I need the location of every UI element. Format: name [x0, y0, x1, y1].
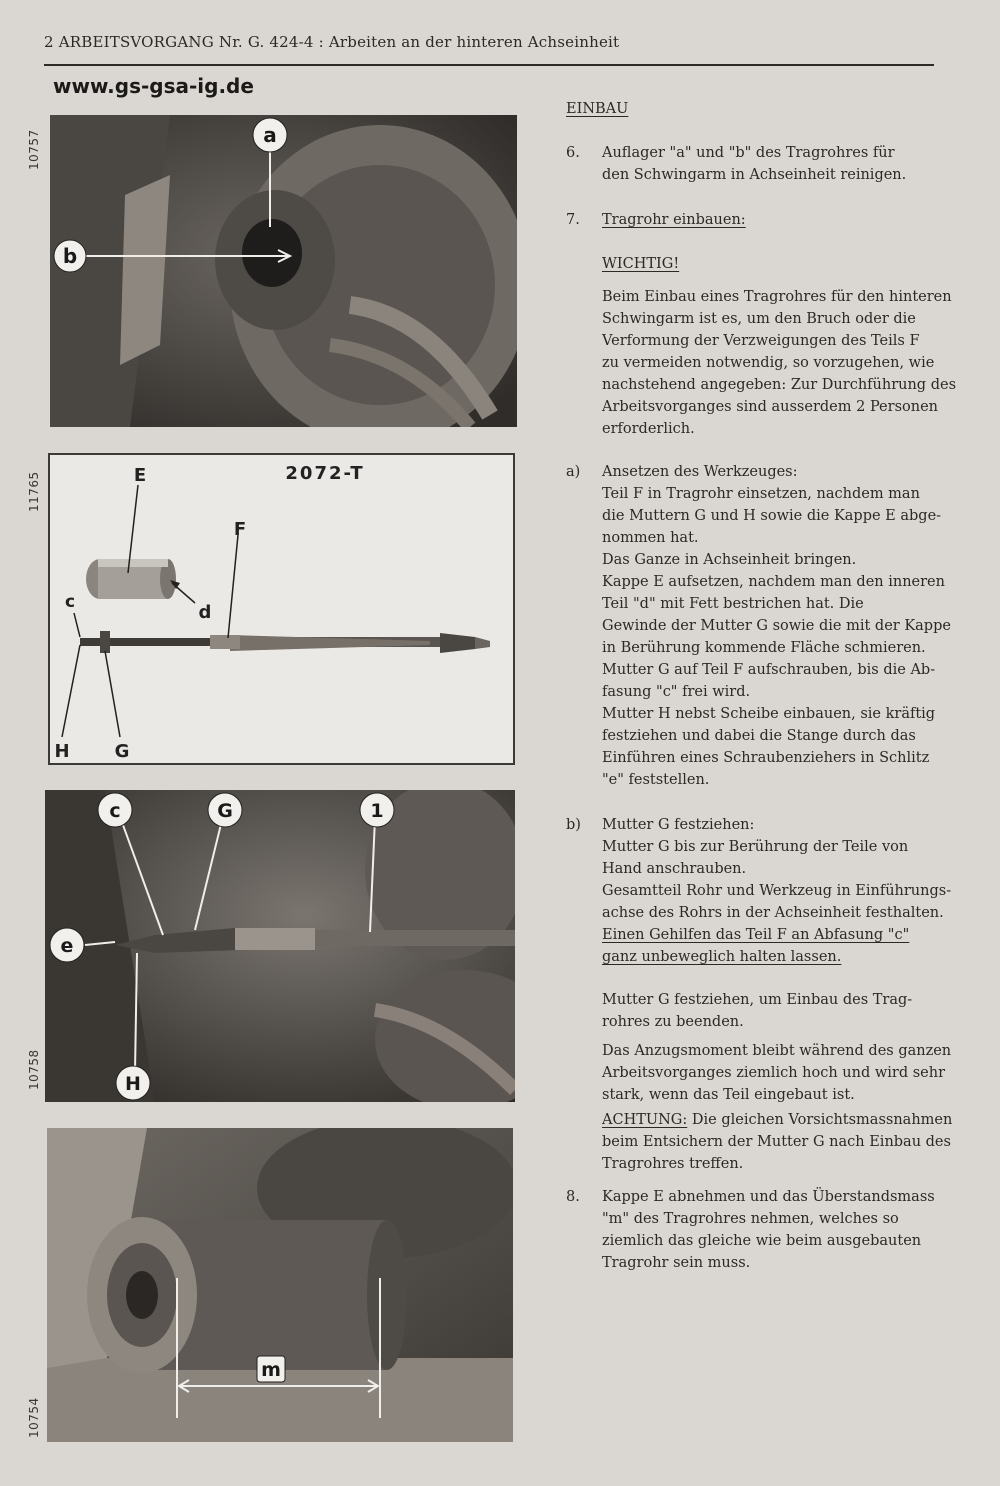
section-heading: EINBAU [566, 101, 629, 117]
label-1: 1 [370, 800, 384, 822]
important-label: WICHTIG! [602, 256, 680, 272]
step-8-text: Kappe E abnehmen und das Überstandsmass "m" des Tragrohres nehmen, welches so ziemlich das gleiche wie beim ausgebauten Tragrohr sein muss. [602, 1189, 935, 1271]
label-e: e [60, 935, 74, 957]
label-F: F [233, 519, 247, 540]
step-7-title: Tragrohr einbauen: [602, 212, 746, 228]
figure-code-2: 11765 [27, 471, 41, 512]
label-G: G [217, 800, 233, 822]
photo-overhang-measurement [47, 1128, 513, 1442]
photo-support-bearings [50, 115, 517, 427]
label-a: a [263, 123, 277, 147]
figure-code-1: 10757 [27, 129, 41, 170]
step-6-text: Auflager "a" und "b" des Tragrohres für den Schwingarm in Achseinheit reinigen. [602, 145, 907, 183]
tool-2072-T-illustration [48, 453, 515, 765]
label-d: d [198, 602, 212, 623]
step-b-para2: Mutter G festziehen, um Einbau des Trag- rohres zu beenden. [602, 992, 913, 1030]
page-header: 2 ARBEITSVORGANG Nr. G. 424-4 : Arbeiten an der hinteren Achseinheit [44, 33, 620, 51]
step-a-text: Ansetzen des Werkzeuges: Teil F in Tragrohr einsetzen, nachdem man die Muttern G und H sowie die Kappe E abge- nommen hat. Das Ganze in Achseinheit bringen. Kappe E aufsetzen, nachdem man den inneren Teil "d" mit Fett bestrichen hat. Die Gewinde der Mutter G sowie die mit der Kappe in Berührung kommende Fläche schmieren. Mutter G auf Teil F aufschrauben, bis die Ab- fasung "c" frei wird. Mutter H nebst Scheibe einbauen, sie kräftig festziehen und dabei die Stange durch das Einführen eines Schraubenziehers in Schlitz "e" feststellen. [602, 464, 951, 788]
tool-title: 2072-T [285, 463, 365, 484]
step-b-number: b) [566, 817, 581, 833]
photo-tool-installed [45, 790, 515, 1102]
header-rule [44, 64, 934, 66]
step-b-text: Mutter G festziehen: Mutter G bis zur Berührung der Teile von Hand anschrauben. Gesamtteil Rohr und Werkzeug in Einführungs- achse des Rohrs in der Achseinheit festhalten. Einen Gehilfen das Teil F an Abfasung "c" ganz unbeweglich halten lassen. [602, 817, 952, 965]
label-E: E [133, 465, 147, 486]
label-H: H [54, 741, 70, 762]
step-7-number: 7. [566, 212, 580, 228]
label-c: c [64, 592, 76, 612]
caution-note: ACHTUNG: Die gleichen Vorsichtsmassnahmen beim Entsichern der Mutter G nach Einbau des Tragrohres treffen. [602, 1112, 953, 1172]
label-m: m [261, 1359, 281, 1381]
step-6-number: 6. [566, 145, 580, 161]
figure-code-3: 10758 [27, 1049, 41, 1090]
step-a-number: a) [566, 464, 581, 480]
step-b-para3: Das Anzugsmoment bleibt während des ganzen Arbeitsvorganges ziemlich hoch und wird sehr stark, wenn das Teil eingebaut ist. [602, 1043, 952, 1103]
step-8-number: 8. [566, 1189, 580, 1205]
figure-code-4: 10754 [27, 1397, 41, 1438]
label-G: G [114, 741, 130, 762]
important-note: Beim Einbau eines Tragrohres für den hinteren Schwingarm ist es, um den Bruch oder die Verformung der Verzweigungen des Teils F zu vermeiden notwendig, so vorzugehen, wie nachstehend angegeben: Zur Durchführung des Arbeitsvorganges sind ausserdem 2 Personen erforderlich. [602, 289, 957, 437]
website-watermark: www.gs-gsa-ig.de [53, 74, 254, 98]
label-b: b [62, 244, 78, 268]
caution-label: ACHTUNG: [602, 1112, 688, 1128]
label-H: H [125, 1073, 141, 1095]
label-c: c [109, 800, 121, 822]
